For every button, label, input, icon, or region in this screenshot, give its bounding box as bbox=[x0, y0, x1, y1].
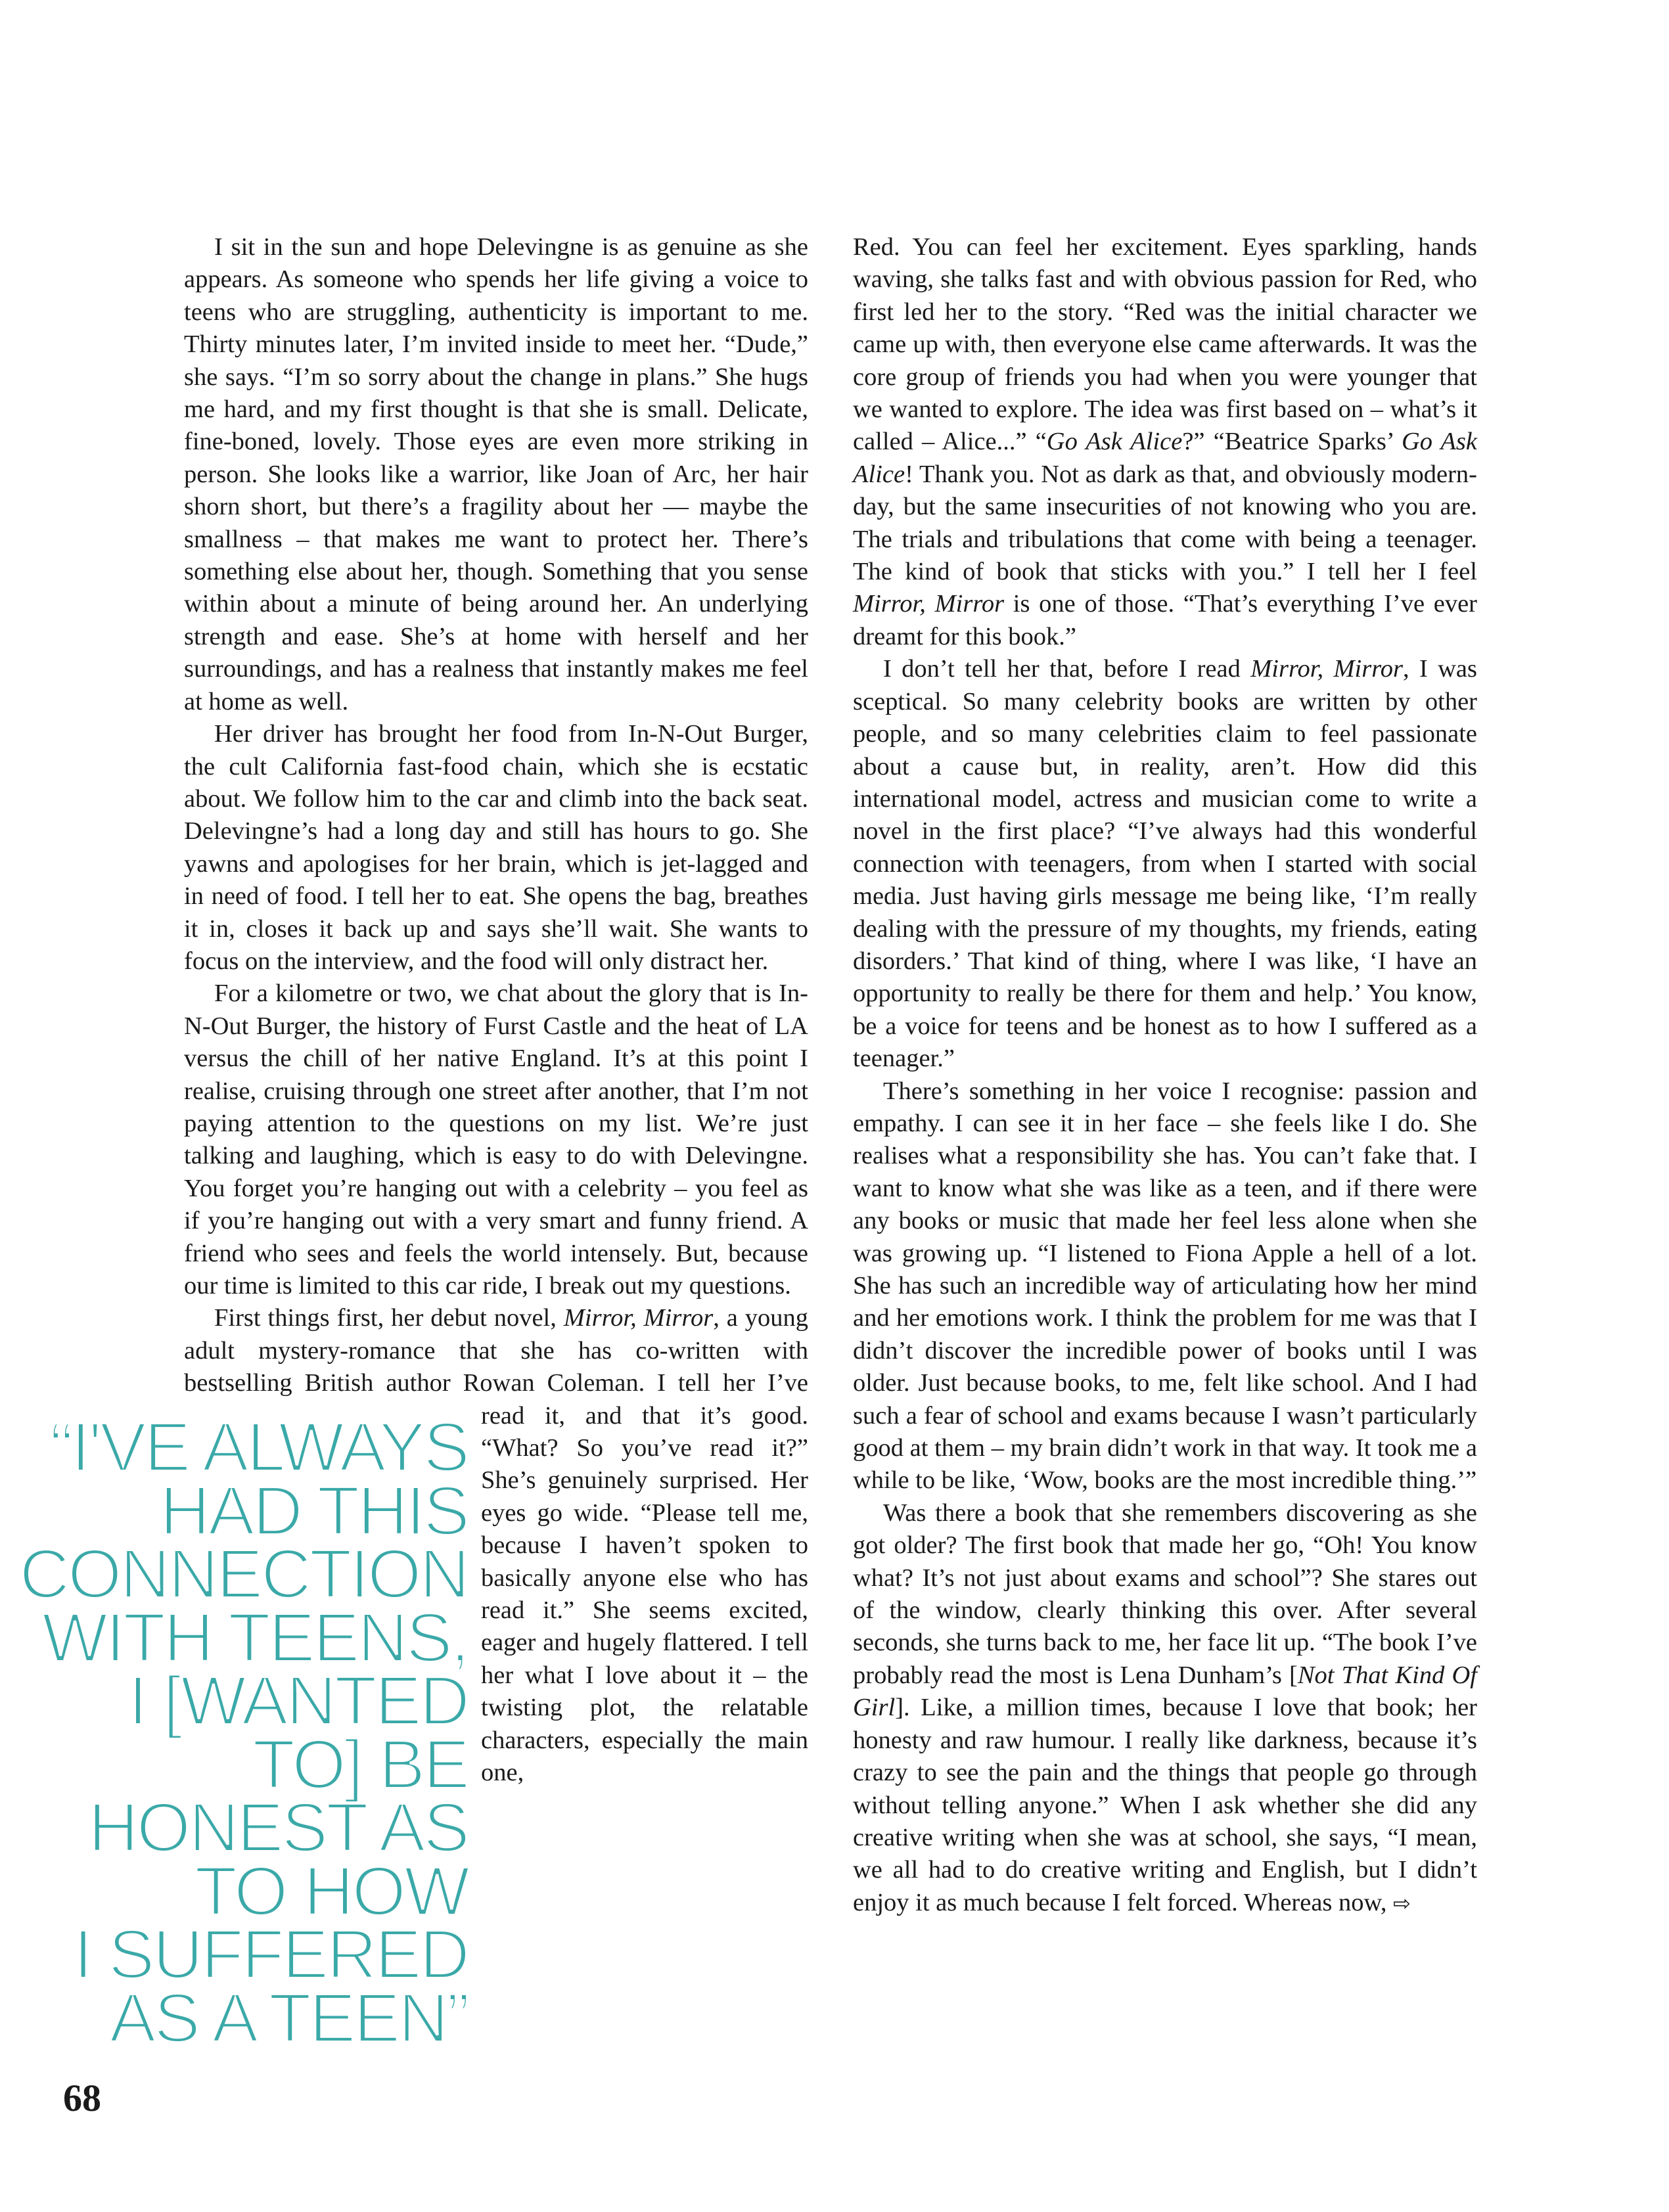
text-segment: First things first, her debut novel, bbox=[214, 1304, 564, 1332]
text-segment: There’s something in her voice I recognise: passion and empathy. I can see it in her face – she feels like I do. She realises what a responsibility she has. You can’t fake that. I want to know what she was like as a teen, and if there were any books or music that made her feel less alone when she was growing up. “I listened to Fiona Apple a hell of a lot. She has such an incredible way of articulating how her mind and her emotions work. I think the problem for me was that I didn’t discover the incredible power of books until I was older. Just because books, to me, felt like school. And I had such a fear of school and exams because I wasn’t particularly good at them – my brain didn’t work in that way. It took me a while to be like, ‘Wow, books are the most incredible thing.’” bbox=[853, 1077, 1477, 1495]
pull-quote-line: I [WANTED bbox=[128, 1662, 468, 1740]
pull-quote-line: AS A TEEN” bbox=[109, 1979, 468, 2057]
italic-title-text: Go Ask Alice bbox=[1046, 428, 1183, 456]
italic-title-text: Mirror, Mirror bbox=[563, 1304, 714, 1332]
italic-title-text: Not That Kind Of Girl bbox=[853, 1661, 1477, 1722]
pull-quote-line: “I'VE ALWAYS bbox=[49, 1409, 468, 1486]
page-number: 68 bbox=[63, 2077, 101, 2119]
text-segment: ]. Like, a million times, because I love that book; her honesty and raw humour. I really like darkness, because it’s crazy to see the pain and the things that people go through without telling anyone.” When I ask whether she did any creative writing when she was at school, she says, “I mean, we all had to do creative writing and English, but I didn’t enjoy it as much because I felt forced. Whereas now, bbox=[853, 1694, 1477, 1916]
text-segment: , I was sceptical. So many celebrity books are written by other people, and so many celebrities claim to feel passionate about a cause but, in reality, aren’t. How did this international model, actress and musician come to write a novel in the first place? “I’ve always had this wonderful connection with teenagers, from when I started with social media. Just having girls message me being like, ‘I’m really dealing with the pressure of my thoughts, my friends, eating disorders.’ That kind of thing, where I was like, ‘I have an opportunity to really be there for them and help.’ You know, be a voice for teens and be honest as to how I suffered as a teenager.” bbox=[853, 655, 1477, 1073]
pull-quote bbox=[0, 1409, 468, 2057]
pull-quote-line: WITH TEENS, bbox=[41, 1598, 468, 1677]
article-paragraph bbox=[853, 1497, 1477, 1920]
article-column-right bbox=[853, 231, 1477, 1920]
right-arrow-icon: ⇨ bbox=[1393, 1890, 1411, 1916]
article-column-left bbox=[19, 231, 809, 2057]
article-paragraph bbox=[853, 653, 1477, 1075]
italic-title-text: Mirror, Mirror bbox=[853, 590, 1005, 618]
pull-quote-line: TO HOW bbox=[194, 1852, 468, 1930]
article-paragraph bbox=[184, 231, 808, 718]
text-segment: ?” “Beatrice Sparks’ bbox=[1182, 428, 1402, 456]
text-segment: Was there a book that she remembers discovering as she got older? The first book that made her go, “Oh! You know what? It’s not just about exams and school”? She stares out of the window, clearly thinking this over. After several seconds, she turns back to me, her face lit up. “The book I’ve probably read the most is Lena Dunham’s [ bbox=[853, 1499, 1477, 1689]
text-segment: is one of those. “That’s everything I’ve ever dreamt for this book.” bbox=[853, 590, 1478, 650]
text-segment: Red. You can feel her excitement. Eyes sparkling, hands waving, she talks fast and with obvious passion for Red, who first led her to the story. “Red was the initial character we came up with, then everyone else came afterwards. It was the core group of friends you had when you were younger that we wanted to explore. The idea was first based on – what’s it called – Alice...” “ bbox=[853, 233, 1477, 456]
text-segment: Her driver has brought her food from In-N-Out Burger, the cult California fast-food chain, which she is ecstatic about. We follow him to the car and climb into the back seat. Delevingne’s had a long day and still has hours to go. She yawns and apologises for her brain, which is jet-lagged and in need of food. I tell her to eat. She opens the bag, breathes it in, closes it back up and says she’ll wait. She wants to focus on the interview, and the food will only distract her. bbox=[184, 720, 808, 975]
article-paragraph bbox=[184, 718, 808, 978]
text-segment: , a young adult mystery-romance that she has co-written with bestselling British author Rowan Coleman. I tell her I’ve read it, and that it’s good. “What? So you’ve read it?” She’s genuinely surprised. Her eyes go wide. “Please tell me, because I haven’t spoken to basically anyone else who has read it.” She seems excited, eager and hugely flattered. I tell her what I love about it – the twisting plot, the relatable characters, especially the main one, bbox=[184, 1304, 809, 1787]
pull-quote-area bbox=[19, 1401, 481, 2057]
article-paragraph bbox=[853, 1075, 1477, 1497]
article-paragraph bbox=[853, 231, 1477, 653]
text-segment: I sit in the sun and hope Delevingne is as genuine as she appears. As someone who spends her life giving a voice to teens who are struggling, authenticity is important to me. Thirty minutes later, I’m invited inside to meet her. “Dude,” she says. “I’m so sorry about the change in plans.” She hugs me hard, and my first thought is that she is small. Delicate, fine-boned, lovely. Those eyes are even more striking in person. She looks like a warrior, like Joan of Arc, her hair shorn short, but there’s a fragility about her — maybe the smallness – that makes me want to protect her. There’s something else about her, though. Something that you sense within about a minute of being around her. An underlying strength and ease. She’s at home with herself and her surroundings, and has a realness that instantly makes me feel at home as well. bbox=[184, 233, 808, 715]
pull-quote-line: TO] BE bbox=[252, 1725, 468, 1803]
italic-title-text: Go Ask Alice bbox=[853, 428, 1478, 488]
text-segment: ! Thank you. Not as dark as that, and obviously modern-day, but the same insecurities of not knowing who you are. The trials and tribulations that come with being a teenager. The kind of book that sticks with you.” I tell her I feel bbox=[853, 460, 1477, 586]
italic-title-text: Mirror, Mirror bbox=[1250, 655, 1403, 683]
pull-quote-line: I SUFFERED bbox=[73, 1916, 468, 1993]
text-segment: For a kilometre or two, we chat about the glory that is In-N-Out Burger, the history of Furst Castle and the heat of LA versus the chill of her native England. It’s at this point I realise, cruising through one street after another, that I’m not paying attention to the questions on my list. We’re just talking and laughing, which is easy to do with Delevingne. You forget you’re hanging out with a celebrity – you feel as if you’re hanging out with a very smart and funny friend. A friend who sees and feels the world intensely. But, because our time is limited to this car ride, I break out my questions. bbox=[184, 980, 808, 1299]
text-segment: I don’t tell her that, before I read bbox=[883, 655, 1251, 683]
pull-quote-line: HAD THIS bbox=[160, 1472, 468, 1550]
pull-quote-line: CONNECTION bbox=[19, 1535, 468, 1613]
article-paragraph bbox=[184, 978, 808, 1302]
pull-quote-line: HONEST AS bbox=[88, 1789, 468, 1866]
